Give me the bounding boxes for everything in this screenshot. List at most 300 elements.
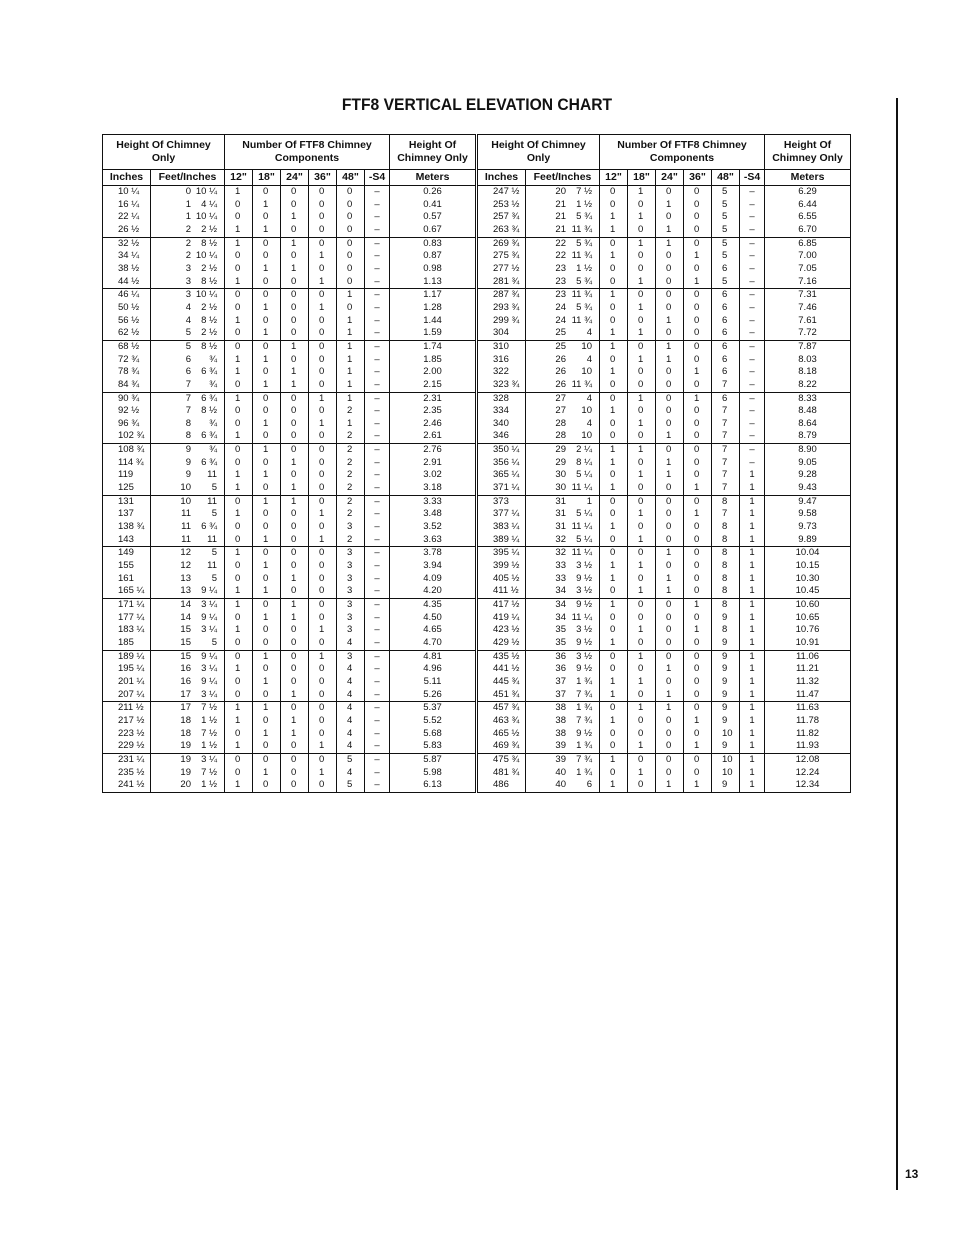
cell-feet: 23	[555, 289, 566, 301]
cell-s4: –	[740, 211, 765, 224]
cell-inches: 293 ¾	[478, 302, 526, 315]
cell-inch-part: 7 ½	[576, 186, 592, 197]
table-row	[103, 211, 476, 224]
cell-c48: 6	[712, 366, 740, 379]
cell-c24: 0	[656, 728, 684, 741]
cell-c48: 0	[337, 250, 365, 263]
cell-meters: 11.63	[765, 702, 851, 715]
table-row	[103, 779, 476, 792]
cell-feet: 28	[555, 417, 566, 429]
cell-c48: 1	[337, 366, 365, 379]
cell-c18: 1	[628, 585, 656, 598]
cell-c24: 1	[656, 469, 684, 482]
cell-c24: 1	[281, 237, 309, 250]
cell-inch-part: 3 ¼	[201, 753, 217, 765]
cell-c18: 0	[253, 740, 281, 753]
cell-c48: 0	[337, 199, 365, 212]
cell-c18: 1	[628, 702, 656, 715]
cell-c12: 0	[600, 276, 628, 289]
cell-s4: –	[365, 186, 390, 199]
cell-c36: 0	[309, 573, 337, 586]
cell-c48: 4	[337, 702, 365, 715]
cell-meters: 8.48	[765, 405, 851, 418]
cell-inches: 328	[478, 392, 526, 405]
cell-inch-part: 11	[207, 469, 217, 481]
cell-s4: –	[740, 302, 765, 315]
cell-c24: 1	[281, 573, 309, 586]
table-row	[478, 276, 851, 289]
cell-c48: 5	[712, 276, 740, 289]
cell-c24: 0	[281, 547, 309, 560]
cell-meters: 11.82	[765, 728, 851, 741]
cell-feet-inches	[526, 560, 600, 573]
cell-meters: 11.32	[765, 676, 851, 689]
cell-feet-inches	[526, 779, 600, 792]
table-row	[478, 676, 851, 689]
table-row	[103, 263, 476, 276]
cell-meters: 7.46	[765, 302, 851, 315]
table-row	[103, 366, 476, 379]
cell-feet: 32	[555, 547, 566, 559]
cell-inch-part: 5 ¾	[576, 301, 592, 313]
cell-s4: –	[365, 779, 390, 792]
table-row	[103, 276, 476, 289]
cell-feet: 11	[181, 508, 191, 520]
header-12: 12"	[225, 170, 253, 186]
cell-meters: 9.58	[765, 508, 851, 521]
cell-c18: 0	[628, 663, 656, 676]
cell-inches: 108 ¾	[103, 444, 151, 457]
cell-c24: 0	[281, 521, 309, 534]
cell-s4: –	[365, 624, 390, 637]
cell-s4: 1	[740, 573, 765, 586]
cell-inch-part: 5 ¼	[576, 508, 592, 520]
cell-inch-part: 10 ¼	[195, 289, 217, 301]
cell-c48: 8	[712, 573, 740, 586]
cell-c48: 7	[712, 444, 740, 457]
cell-s4: –	[365, 585, 390, 598]
cell-feet: 26	[555, 366, 566, 378]
cell-inch-part: 5	[211, 508, 217, 520]
cell-c18: 0	[628, 689, 656, 702]
cell-c48: 8	[712, 495, 740, 508]
table-row	[103, 302, 476, 315]
cell-c12: 1	[600, 753, 628, 766]
cell-c18: 0	[628, 715, 656, 728]
cell-feet: 36	[555, 650, 566, 662]
table-row	[103, 315, 476, 328]
cell-c18: 0	[628, 612, 656, 625]
cell-c12: 1	[600, 250, 628, 263]
cell-c24: 1	[281, 612, 309, 625]
cell-c12: 0	[225, 302, 253, 315]
cell-inches: 435 ½	[478, 650, 526, 663]
cell-feet: 2	[185, 237, 191, 249]
cell-c24: 0	[656, 521, 684, 534]
cell-feet: 10	[180, 495, 191, 507]
cell-feet: 19	[180, 740, 191, 752]
cell-meters: 12.08	[765, 753, 851, 766]
cell-inches: 389 ¼	[478, 534, 526, 547]
cell-c36: 1	[684, 599, 712, 612]
cell-s4: 1	[740, 547, 765, 560]
cell-c12: 0	[600, 237, 628, 250]
cell-meters: 0.83	[390, 237, 476, 250]
cell-feet-inches	[151, 767, 225, 780]
cell-c36: 0	[309, 495, 337, 508]
cell-c36: 1	[684, 276, 712, 289]
cell-c36: 0	[684, 650, 712, 663]
cell-c12: 1	[600, 366, 628, 379]
table-row	[478, 263, 851, 276]
cell-inch-part: 5 ¾	[576, 211, 592, 223]
cell-c24: 1	[656, 547, 684, 560]
cell-c36: 0	[309, 612, 337, 625]
cell-feet-inches	[151, 495, 225, 508]
cell-inch-part: 8 ½	[201, 275, 217, 287]
cell-c48: 9	[712, 779, 740, 792]
cell-feet-inches	[526, 715, 600, 728]
cell-feet-inches	[526, 444, 600, 457]
cell-c24: 1	[281, 689, 309, 702]
cell-feet: 13	[180, 572, 191, 584]
cell-inches: 277 ½	[478, 263, 526, 276]
cell-c36: 1	[684, 779, 712, 792]
cell-inches: 429 ½	[478, 637, 526, 650]
cell-c36: 1	[684, 508, 712, 521]
cell-c24: 1	[656, 585, 684, 598]
cell-inch-part: 4	[586, 417, 592, 429]
cell-c48: 5	[337, 753, 365, 766]
cell-feet-inches	[151, 585, 225, 598]
table-row	[103, 702, 476, 715]
cell-c24: 0	[656, 418, 684, 431]
table-row	[478, 469, 851, 482]
table-row	[478, 315, 851, 328]
cell-inches: 304	[478, 327, 526, 340]
cell-feet-inches	[526, 482, 600, 495]
cell-s4: –	[365, 560, 390, 573]
cell-c18: 0	[628, 379, 656, 392]
cell-inch-part: 3 ½	[576, 560, 592, 572]
header-18: 18"	[628, 170, 656, 186]
cell-c18: 0	[628, 340, 656, 353]
table-row	[103, 199, 476, 212]
cell-inches: 241 ½	[103, 779, 151, 792]
cell-c24: 0	[281, 418, 309, 431]
cell-c18: 0	[628, 405, 656, 418]
cell-c36: 0	[684, 430, 712, 443]
table-row	[478, 728, 851, 741]
cell-c48: 3	[337, 599, 365, 612]
header-48: 48"	[337, 170, 365, 186]
cell-feet-inches	[526, 199, 600, 212]
cell-s4: –	[740, 289, 765, 302]
cell-feet-inches	[526, 315, 600, 328]
header-48: 48"	[712, 170, 740, 186]
cell-c36: 1	[684, 624, 712, 637]
cell-c18: 0	[628, 753, 656, 766]
cell-s4: –	[740, 327, 765, 340]
cell-c48: 2	[337, 457, 365, 470]
header-18: 18"	[253, 170, 281, 186]
cell-inches: 457 ¾	[478, 702, 526, 715]
cell-c18: 1	[628, 560, 656, 573]
cell-inches: 50 ½	[103, 302, 151, 315]
cell-feet-inches	[526, 327, 600, 340]
cell-feet: 38	[555, 727, 566, 739]
cell-c18: 0	[253, 508, 281, 521]
cell-inches: 322	[478, 366, 526, 379]
cell-feet-inches	[151, 753, 225, 766]
cell-c48: 6	[712, 354, 740, 367]
cell-c24: 0	[281, 430, 309, 443]
cell-c48: 2	[337, 482, 365, 495]
page-number: 13	[905, 1167, 919, 1181]
cell-s4: –	[365, 521, 390, 534]
table-row	[478, 366, 851, 379]
cell-c48: 3	[337, 547, 365, 560]
cell-c18: 1	[253, 534, 281, 547]
cell-inches: 299 ¾	[478, 315, 526, 328]
cell-meters: 4.81	[390, 650, 476, 663]
cell-meters: 7.00	[765, 250, 851, 263]
cell-feet: 25	[555, 340, 566, 352]
cell-s4: –	[365, 637, 390, 650]
cell-feet-inches	[151, 263, 225, 276]
cell-inches: 10 ¼	[103, 186, 151, 199]
cell-c36: 0	[309, 379, 337, 392]
table-row	[103, 663, 476, 676]
cell-c18: 0	[628, 779, 656, 792]
cell-c24: 0	[281, 276, 309, 289]
cell-c36: 0	[684, 315, 712, 328]
header-height-chimney-meters: Height Of Chimney Only	[765, 135, 851, 170]
cell-c36: 0	[684, 534, 712, 547]
cell-s4: –	[740, 250, 765, 263]
cell-c24: 0	[656, 767, 684, 780]
cell-inch-part: 9 ¼	[201, 611, 217, 623]
cell-meters: 4.70	[390, 637, 476, 650]
cell-c48: 3	[337, 585, 365, 598]
cell-c18: 1	[628, 237, 656, 250]
cell-feet: 15	[180, 650, 191, 662]
cell-c36: 0	[309, 327, 337, 340]
cell-feet: 9	[185, 469, 191, 481]
cell-c24: 1	[281, 211, 309, 224]
cell-feet-inches	[526, 237, 600, 250]
cell-s4: 1	[740, 779, 765, 792]
cell-feet-inches	[526, 430, 600, 443]
table-row	[103, 534, 476, 547]
header-36: 36"	[309, 170, 337, 186]
cell-c12: 0	[600, 612, 628, 625]
cell-s4: –	[365, 753, 390, 766]
cell-c18: 1	[253, 327, 281, 340]
cell-feet: 15	[180, 636, 191, 648]
cell-s4: –	[365, 340, 390, 353]
cell-c12: 0	[225, 263, 253, 276]
cell-c18: 0	[253, 315, 281, 328]
cell-inches: 323 ¾	[478, 379, 526, 392]
table-row	[478, 237, 851, 250]
cell-meters: 2.61	[390, 430, 476, 443]
cell-c12: 1	[225, 740, 253, 753]
cell-c12: 1	[225, 276, 253, 289]
cell-c12: 0	[600, 430, 628, 443]
cell-feet-inches	[151, 457, 225, 470]
cell-inch-part: 10 ¼	[195, 250, 217, 262]
cell-c36: 0	[684, 612, 712, 625]
cell-c12: 0	[225, 405, 253, 418]
cell-c48: 9	[712, 676, 740, 689]
cell-c24: 0	[656, 650, 684, 663]
cell-feet-inches	[526, 405, 600, 418]
cell-meters: 3.02	[390, 469, 476, 482]
table-row	[478, 585, 851, 598]
cell-feet: 6	[185, 353, 191, 365]
cell-c36: 1	[309, 508, 337, 521]
cell-c12: 0	[600, 534, 628, 547]
cell-c24: 0	[281, 327, 309, 340]
cell-c36: 0	[684, 327, 712, 340]
cell-s4: –	[740, 405, 765, 418]
table-row	[103, 405, 476, 418]
header-height-chimney: Height Of Chimney Only	[478, 135, 600, 170]
cell-inch-part: 7 ½	[201, 766, 217, 778]
cell-c12: 0	[225, 340, 253, 353]
cell-inches: 138 ¾	[103, 521, 151, 534]
cell-c24: 1	[656, 779, 684, 792]
cell-c48: 8	[712, 585, 740, 598]
table-row	[478, 302, 851, 315]
cell-c18: 0	[628, 366, 656, 379]
cell-s4: –	[740, 354, 765, 367]
cell-s4: –	[365, 302, 390, 315]
cell-c12: 0	[600, 740, 628, 753]
cell-c18: 1	[628, 327, 656, 340]
cell-c18: 1	[253, 469, 281, 482]
cell-c12: 1	[225, 599, 253, 612]
cell-c48: 1	[337, 379, 365, 392]
cell-c12: 0	[225, 495, 253, 508]
cell-inch-part: 4 ¼	[201, 198, 217, 210]
cell-meters: 7.16	[765, 276, 851, 289]
cell-c18: 1	[628, 624, 656, 637]
cell-meters: 3.63	[390, 534, 476, 547]
table-row	[103, 560, 476, 573]
cell-s4: –	[740, 366, 765, 379]
cell-c48: 0	[337, 276, 365, 289]
page-title: FTF8 VERTICAL ELEVATION CHART	[341, 95, 613, 114]
cell-inches: 223 ½	[103, 728, 151, 741]
cell-s4: 1	[740, 521, 765, 534]
cell-meters: 12.34	[765, 779, 851, 792]
cell-feet-inches	[526, 495, 600, 508]
cell-c18: 0	[628, 457, 656, 470]
cell-c36: 0	[684, 767, 712, 780]
cell-feet-inches	[151, 469, 225, 482]
cell-c36: 0	[684, 289, 712, 302]
cell-c18: 0	[253, 547, 281, 560]
cell-c24: 0	[281, 444, 309, 457]
cell-inch-part: 6 ¾	[201, 366, 217, 378]
cell-feet: 2	[185, 250, 191, 262]
cell-c24: 1	[656, 663, 684, 676]
cell-c18: 1	[253, 418, 281, 431]
cell-feet-inches	[151, 199, 225, 212]
cell-inches: 72 ¾	[103, 354, 151, 367]
cell-c18: 1	[628, 444, 656, 457]
cell-meters: 10.76	[765, 624, 851, 637]
cell-c24: 1	[281, 366, 309, 379]
cell-c18: 1	[253, 199, 281, 212]
cell-c18: 1	[628, 534, 656, 547]
cell-c24: 0	[656, 250, 684, 263]
header-num-components: Number Of FTF8 Chimney Components	[600, 135, 765, 170]
cell-inch-part: 9 ¼	[201, 675, 217, 687]
cell-meters: 8.64	[765, 418, 851, 431]
cell-inch-part: 1 ¾	[576, 740, 592, 752]
table-body-right	[478, 186, 851, 793]
cell-c48: 6	[712, 315, 740, 328]
cell-meters: 11.47	[765, 689, 851, 702]
header-meters: Meters	[390, 170, 476, 186]
cell-inch-part: 10	[581, 430, 592, 442]
cell-s4: –	[365, 599, 390, 612]
cell-c48: 4	[337, 740, 365, 753]
cell-feet: 35	[555, 624, 566, 636]
cell-feet: 14	[180, 611, 191, 623]
table-row	[103, 650, 476, 663]
table-row	[103, 637, 476, 650]
cell-meters: 7.61	[765, 315, 851, 328]
cell-feet-inches	[151, 521, 225, 534]
cell-feet: 27	[555, 392, 566, 404]
cell-inch-part: 7 ½	[201, 702, 217, 714]
cell-c24: 0	[656, 715, 684, 728]
cell-meters: 0.41	[390, 199, 476, 212]
header-s4: -S4	[740, 170, 765, 186]
cell-s4: 1	[740, 495, 765, 508]
cell-c48: 8	[712, 521, 740, 534]
cell-c36: 0	[684, 444, 712, 457]
cell-meters: 11.78	[765, 715, 851, 728]
cell-c36: 1	[684, 392, 712, 405]
cell-c48: 3	[337, 612, 365, 625]
header-inches: Inches	[478, 170, 526, 186]
cell-c18: 0	[253, 521, 281, 534]
cell-meters: 1.13	[390, 276, 476, 289]
cell-inches: 125	[103, 482, 151, 495]
cell-meters: 5.83	[390, 740, 476, 753]
cell-meters: 5.87	[390, 753, 476, 766]
cell-inches: 263 ¾	[478, 224, 526, 237]
table-row	[478, 534, 851, 547]
cell-inches: 310	[478, 340, 526, 353]
cell-c24: 1	[656, 689, 684, 702]
cell-c18: 1	[628, 508, 656, 521]
cell-c24: 1	[656, 237, 684, 250]
cell-inch-part: 9 ½	[576, 663, 592, 675]
cell-s4: 1	[740, 767, 765, 780]
cell-feet: 24	[555, 301, 566, 313]
cell-feet-inches	[151, 740, 225, 753]
cell-meters: 1.74	[390, 340, 476, 353]
vertical-rule	[896, 98, 898, 1190]
cell-c36: 0	[684, 418, 712, 431]
cell-c18: 1	[253, 444, 281, 457]
